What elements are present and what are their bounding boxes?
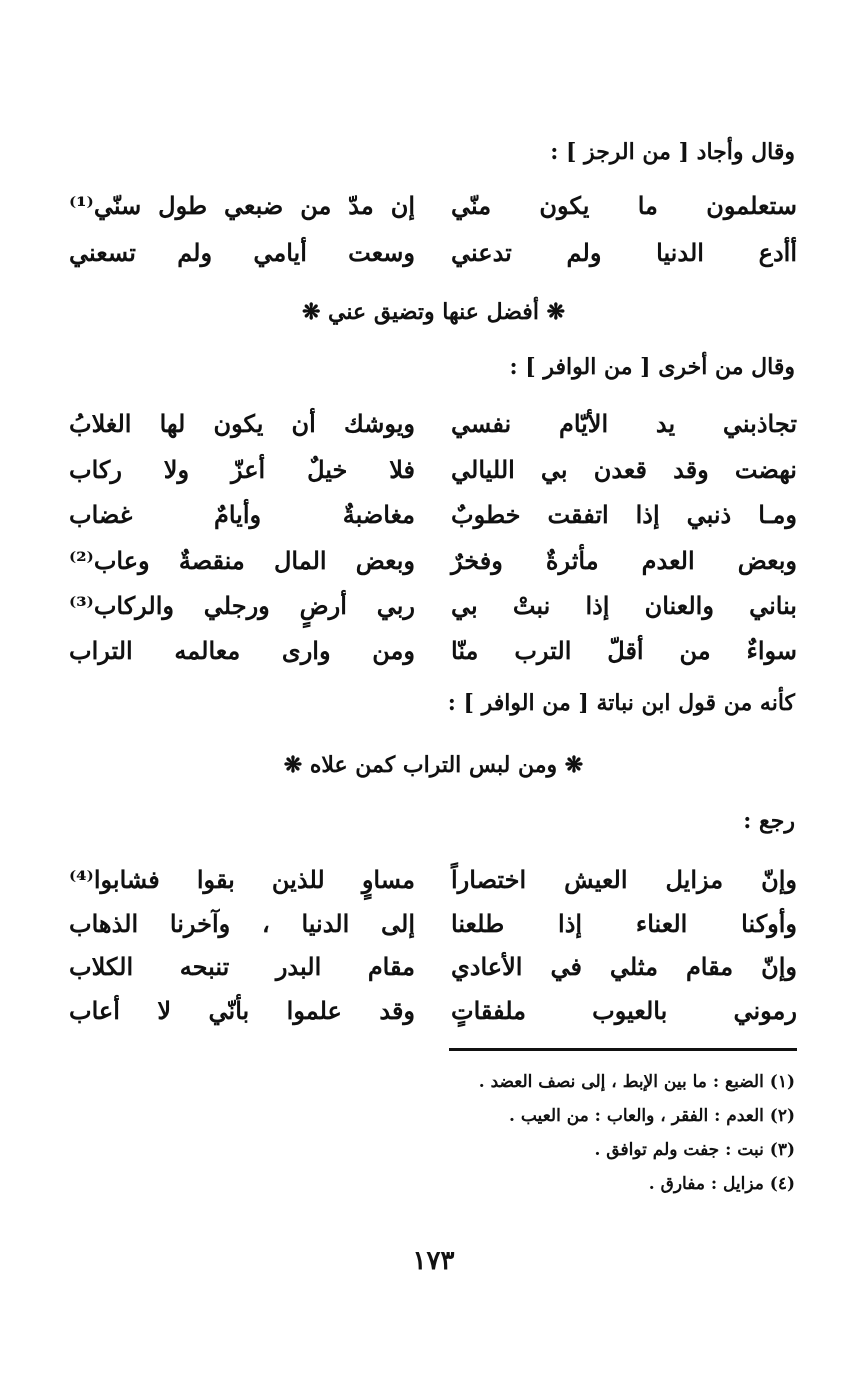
- verse-line: [69, 904, 797, 944]
- hemistich-first: وإنّ مقام مثلي في الأعادي: [451, 952, 797, 981]
- hemistich-first: وإنّ مزايل العيش اختصاراً: [451, 865, 797, 894]
- footnote-divider: [449, 1048, 797, 1051]
- verse-line: [69, 450, 797, 490]
- verse-tail-line: ❋ أفضل عنها وتضيق عني ❋: [301, 299, 566, 325]
- verse-line: [69, 631, 797, 671]
- hemistich-second: ربي أرضٍ ورجلي والركاب⁽³⁾: [69, 591, 415, 620]
- hemistich-first: نهضت وقد قعدن بي الليالي: [451, 455, 797, 484]
- intro-rajaz: وقال وأجاد [ من الرجز ] :: [550, 139, 795, 165]
- hemistich-second: مغاضبةٌ وأيامٌ غضاب: [69, 500, 415, 529]
- hemistich-first: رموني بالعيوب ملفقاتٍ: [451, 996, 797, 1025]
- hemistich-second: فلا خيلٌ أعزّ ولا ركاب: [69, 455, 415, 484]
- hemistich-first: وبعض العدم مأثرةٌ وفخرٌ: [451, 546, 797, 575]
- hemistich-second: وسعت أيامي ولم تسعني: [69, 238, 415, 267]
- verse-line: [69, 404, 797, 444]
- hemistich-first: أأدع الدنيا ولم تدعني: [451, 238, 797, 267]
- hemistich-second: مساوٍ للذين بقوا فشابوا⁽⁴⁾: [69, 865, 415, 894]
- verse-line: [69, 186, 797, 226]
- page-number: ١٧٣: [412, 1246, 455, 1276]
- quoted-hemistich: ❋ ومن لبس التراب كمن علاه ❋: [283, 752, 584, 778]
- hemistich-first: تجاذبني يد الأيّام نفسي: [451, 409, 797, 438]
- hemistich-second: ومن وارى معالمه التراب: [69, 636, 415, 665]
- footnote: (٢) العدم : الفقر ، والعاب : من العيب .: [509, 1106, 795, 1126]
- intro-wafir: وقال من أخرى [ من الوافر ] :: [509, 354, 795, 380]
- hemistich-first: ومـا ذنبي إذا اتفقت خطوبٌ: [451, 500, 797, 529]
- verse-line: [69, 947, 797, 987]
- hemistich-second: إن مدّ من ضبعي طول سنّي⁽¹⁾: [69, 191, 415, 220]
- hemistich-first: وأوكنا العناء إذا طلعنا: [451, 909, 797, 938]
- hemistich-second: وقد علموا بأنّي لا أعاب: [69, 996, 415, 1025]
- hemistich-first: ستعلمون ما يكون منّي: [451, 191, 797, 220]
- verse-line: [69, 495, 797, 535]
- hemistich-second: وبعض المال منقصةٌ وعاب⁽²⁾: [69, 546, 415, 575]
- footnote: (٣) نبت : جفت ولم توافق .: [594, 1140, 795, 1160]
- verse-line: [69, 860, 797, 900]
- verse-line: [69, 541, 797, 581]
- hemistich-second: ويوشك أن يكون لها الغلابُ: [69, 409, 415, 438]
- hemistich-first: بناني والعنان إذا نبتْ بي: [451, 591, 797, 620]
- hemistich-first: سواءٌ من أقلّ الترب منّا: [451, 636, 797, 665]
- hemistich-second: إلى الدنيا ، وآخرنا الذهاب: [69, 909, 415, 938]
- intro-ibn-nubata: كأنه من قول ابن نباتة [ من الوافر ] :: [447, 690, 795, 716]
- hemistich-second: مقام البدر تنبحه الكلاب: [69, 952, 415, 981]
- intro-return: رجع :: [743, 808, 795, 834]
- footnote: (٤) مزايل : مفارق .: [648, 1174, 795, 1194]
- verse-line: [69, 233, 797, 273]
- footnote: (١) الضبع : ما بين الإبط ، إلى نصف العضد .: [478, 1072, 795, 1092]
- verse-line: [69, 586, 797, 626]
- verse-line: [69, 991, 797, 1031]
